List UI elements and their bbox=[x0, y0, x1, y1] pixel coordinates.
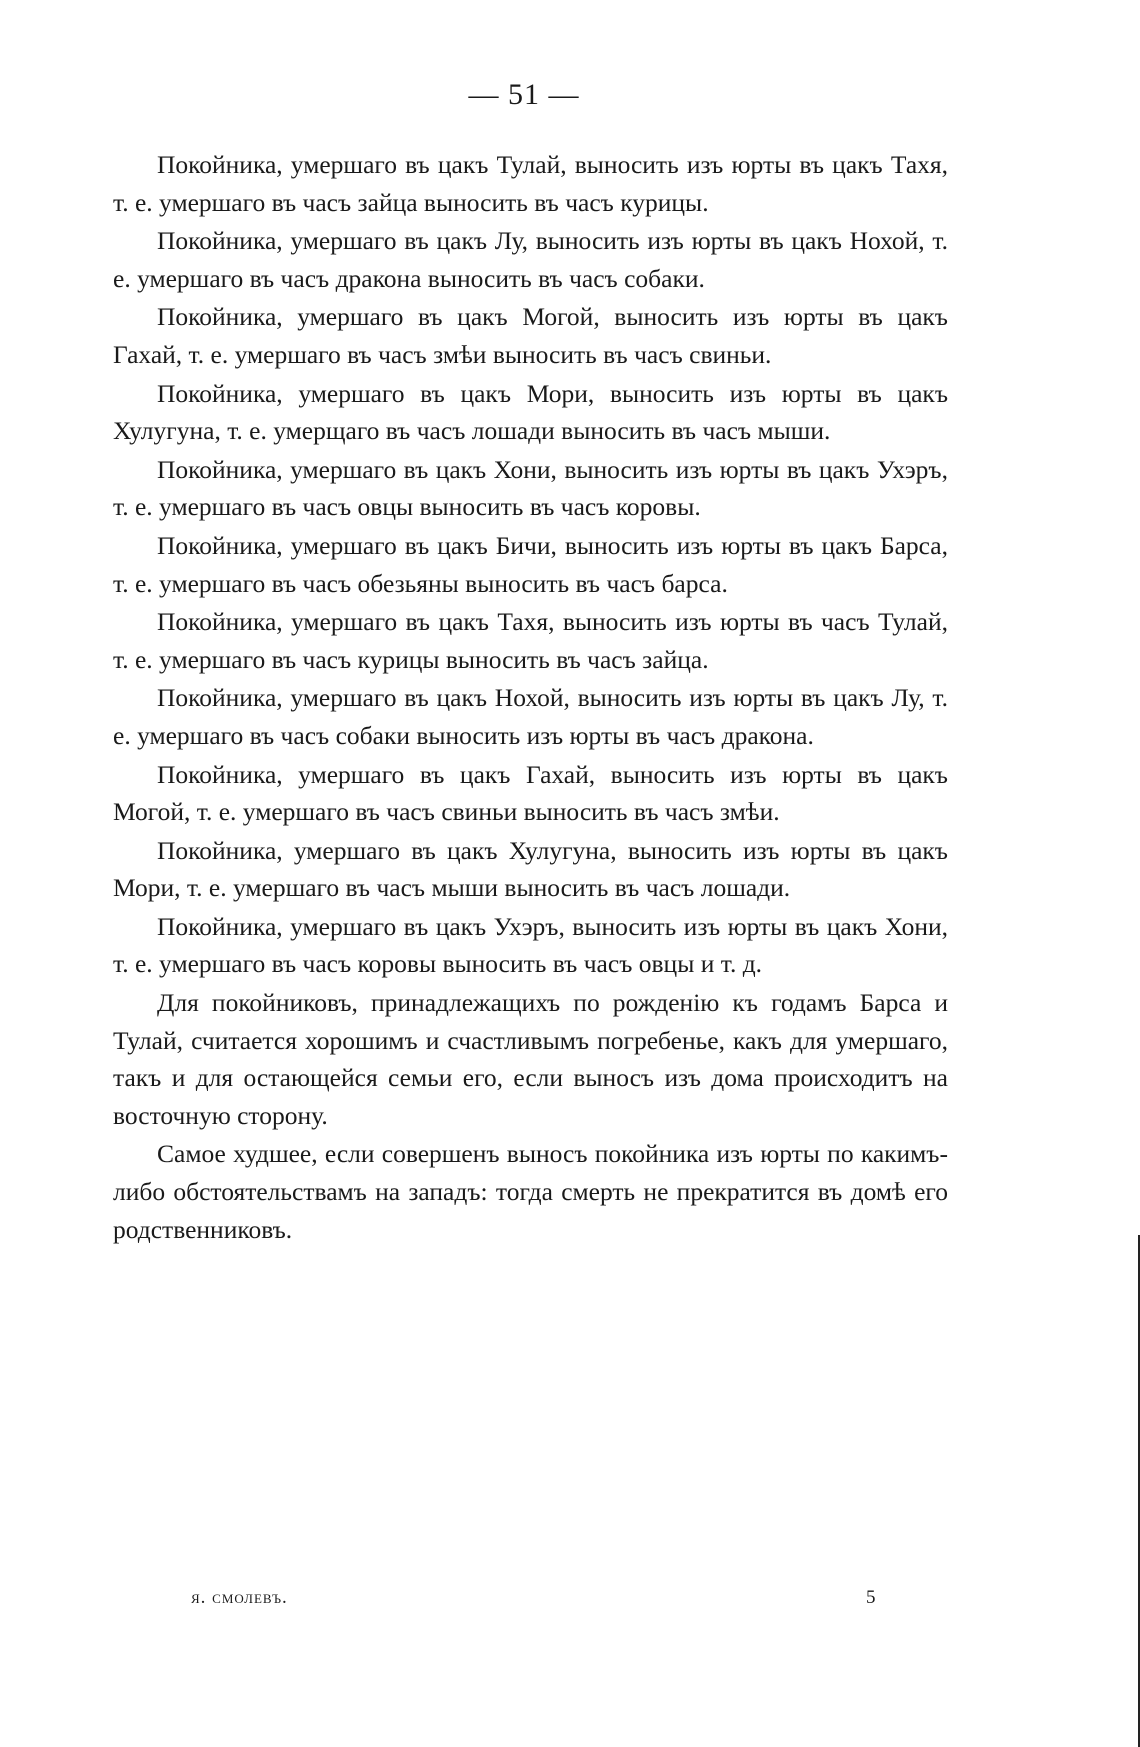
paragraph: Покойника, умершаго въ цакъ Ухэръ, выносить изъ юрты въ цакъ Хони, т. е. умершаго въ часъ коровы выносить въ часъ овцы и т. д. bbox=[113, 911, 948, 979]
paragraph: Покойника, умершаго въ цакъ Тахя, выносить изъ юрты въ часъ Тулай, т. е. умершаго въ часъ курицы выносить въ часъ зайца. bbox=[113, 607, 948, 674]
paragraph: Покойника, умершаго въ цакъ Лу, выносить изъ юрты въ цакъ Нохой, т. е. умершаго въ часъ дракона выносить въ часъ собаки. bbox=[113, 226, 948, 293]
paragraph: Покойника, умершаго въ цакъ Хони, выносить изъ юрты въ цакъ Ухэръ, т. е. умершаго въ часъ овцы выносить въ часъ коровы. bbox=[113, 454, 948, 522]
paragraph: Самое худшее, если совершенъ выносъ покойника изъ юрты по какимъ-либо обстоятельствамъ на западъ: тогда смерть не прекратится въ домѣ его родственниковъ. bbox=[113, 1139, 948, 1244]
body-text bbox=[113, 146, 948, 1249]
paragraph: Покойника, умершаго въ цакъ Могой, выносить изъ юрты въ цакъ Гахай, т. е. умершаго въ часъ змѣи выносить въ часъ свиньи. bbox=[113, 302, 948, 369]
paragraph: Покойника, умершаго въ цакъ Хулугуна, выносить изъ юрты въ цакъ Мори, т. е. умершаго въ часъ мыши выносить въ часъ лошади. bbox=[113, 835, 948, 903]
paragraph: Покойника, умершаго въ цакъ Тулай, выносить изъ юрты въ цакъ Тахя, т. е. умершаго въ часъ зайца выносить въ часъ курицы. bbox=[113, 150, 948, 217]
paragraph: Для покойниковъ, принадлежащихъ по рожденію къ годамъ Барса и Тулай, считается хорошимъ и счастливымъ погребенье, какъ для умершаго, такъ и для остающейся семьи его, если выносъ изъ дома происходитъ на восточную сторону. bbox=[113, 988, 948, 1130]
paragraph: Покойника, умершаго въ цакъ Мори, выносить изъ юрты въ цакъ Хулугуна, т. е. умерщаго въ часъ лошади выносить въ часъ мыши. bbox=[113, 378, 948, 446]
footer-author: я. смолевъ. bbox=[191, 1587, 288, 1608]
page-number: — 51 — bbox=[468, 78, 580, 111]
paragraph: Покойника, умершаго въ цакъ Бичи, выносить изъ юрты въ цакъ Барса, т. е. умершаго въ часъ обезьяны выносить въ часъ барса. bbox=[113, 530, 948, 598]
footer-signature-mark: 5 bbox=[866, 1587, 877, 1608]
paragraph: Покойника, умершаго въ цакъ Нохой, выносить изъ юрты въ цакъ Лу, т. е. умершаго въ часъ собаки выносить изъ юрты въ часъ дракона. bbox=[113, 683, 948, 750]
paragraph: Покойника, умершаго въ цакъ Гахай, выносить изъ юрты въ цакъ Могой, т. е. умершаго въ часъ свиньи выносить въ часъ змѣи. bbox=[113, 759, 948, 827]
